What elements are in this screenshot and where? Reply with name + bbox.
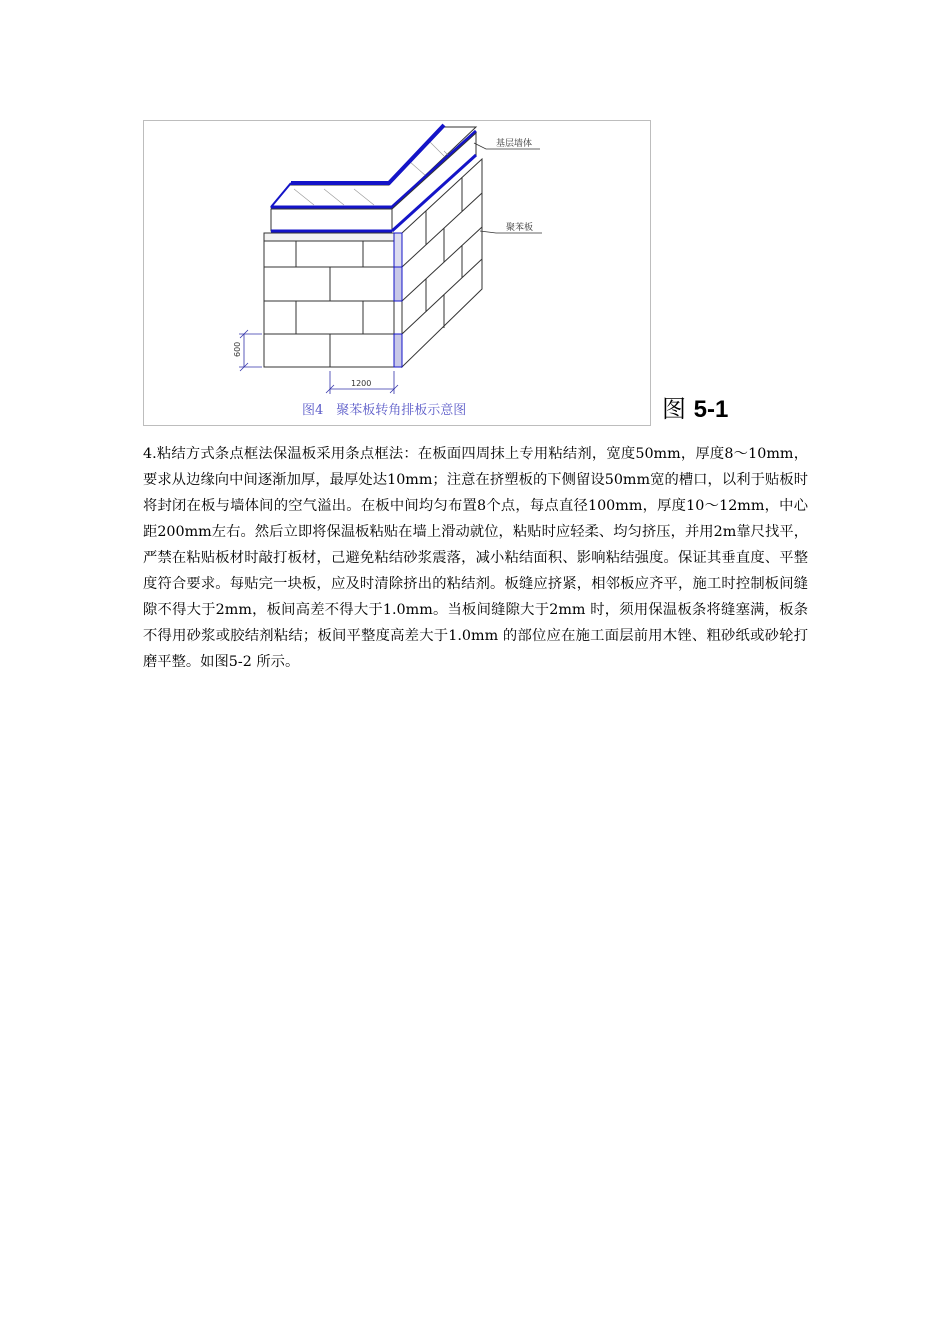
figure-number-prefix: 图 (662, 395, 686, 423)
vertical-dimension (239, 330, 262, 371)
figure-number-value: 5-1 (693, 396, 729, 423)
figure-frame (143, 120, 651, 426)
label-wall: 基层墙体 (496, 139, 533, 149)
label-board: 聚苯板 (506, 223, 534, 233)
dimension-1200: 1200 (351, 379, 372, 388)
corner-insulation-strips (394, 233, 402, 367)
body-paragraph: 4.粘结方式条点框法保温板采用条点框法：在板面四周抹上专用粘结剂，宽度50mm，厚度8～10mm，要求从边缘向中间逐渐加厚，最厚处达10mm；注意在挤塑板的下侧留设50mm宽的槽口，以利于贴板时将封闭在板与墙体间的空气溢出。在板中间均匀布置8个点，每点直径100mm，厚度10～12mm，中心距200mm左右。然后立即将保温板粘贴在墙上滑动就位，粘贴时应轻柔、均匀挤压，并用2m靠尺找平，严禁在粘贴板材时敲打板材，己避免粘结砂浆震落，减小粘结面积、影响粘结强度。保证其垂直度、平整度符合要求。每贴完一块板，应及时清除挤出的粘结剂。板缝应挤紧，相邻板应齐平，施工时控制板间缝隙不得大于2mm，板间高差不得大于1.0mm。当板间缝隙大于2mm 时，须用保温板条将缝塞满，板条不得用砂浆或胶结剂粘结；板间平整度高差大于1.0mm 的部位应在施工面层前用木锉、粗砂纸或砂轮打磨平整。如图5-2 所示。 (143, 446, 808, 670)
front-face-bricks (264, 233, 394, 367)
figure-caption: 图4 聚苯板转角排板示意图 (302, 403, 467, 418)
dimension-600: 600 (233, 341, 242, 357)
label-wall-group (474, 137, 540, 149)
corner-board-diagram (144, 121, 650, 425)
label-board-group (480, 221, 542, 233)
figure-number (662, 394, 728, 425)
